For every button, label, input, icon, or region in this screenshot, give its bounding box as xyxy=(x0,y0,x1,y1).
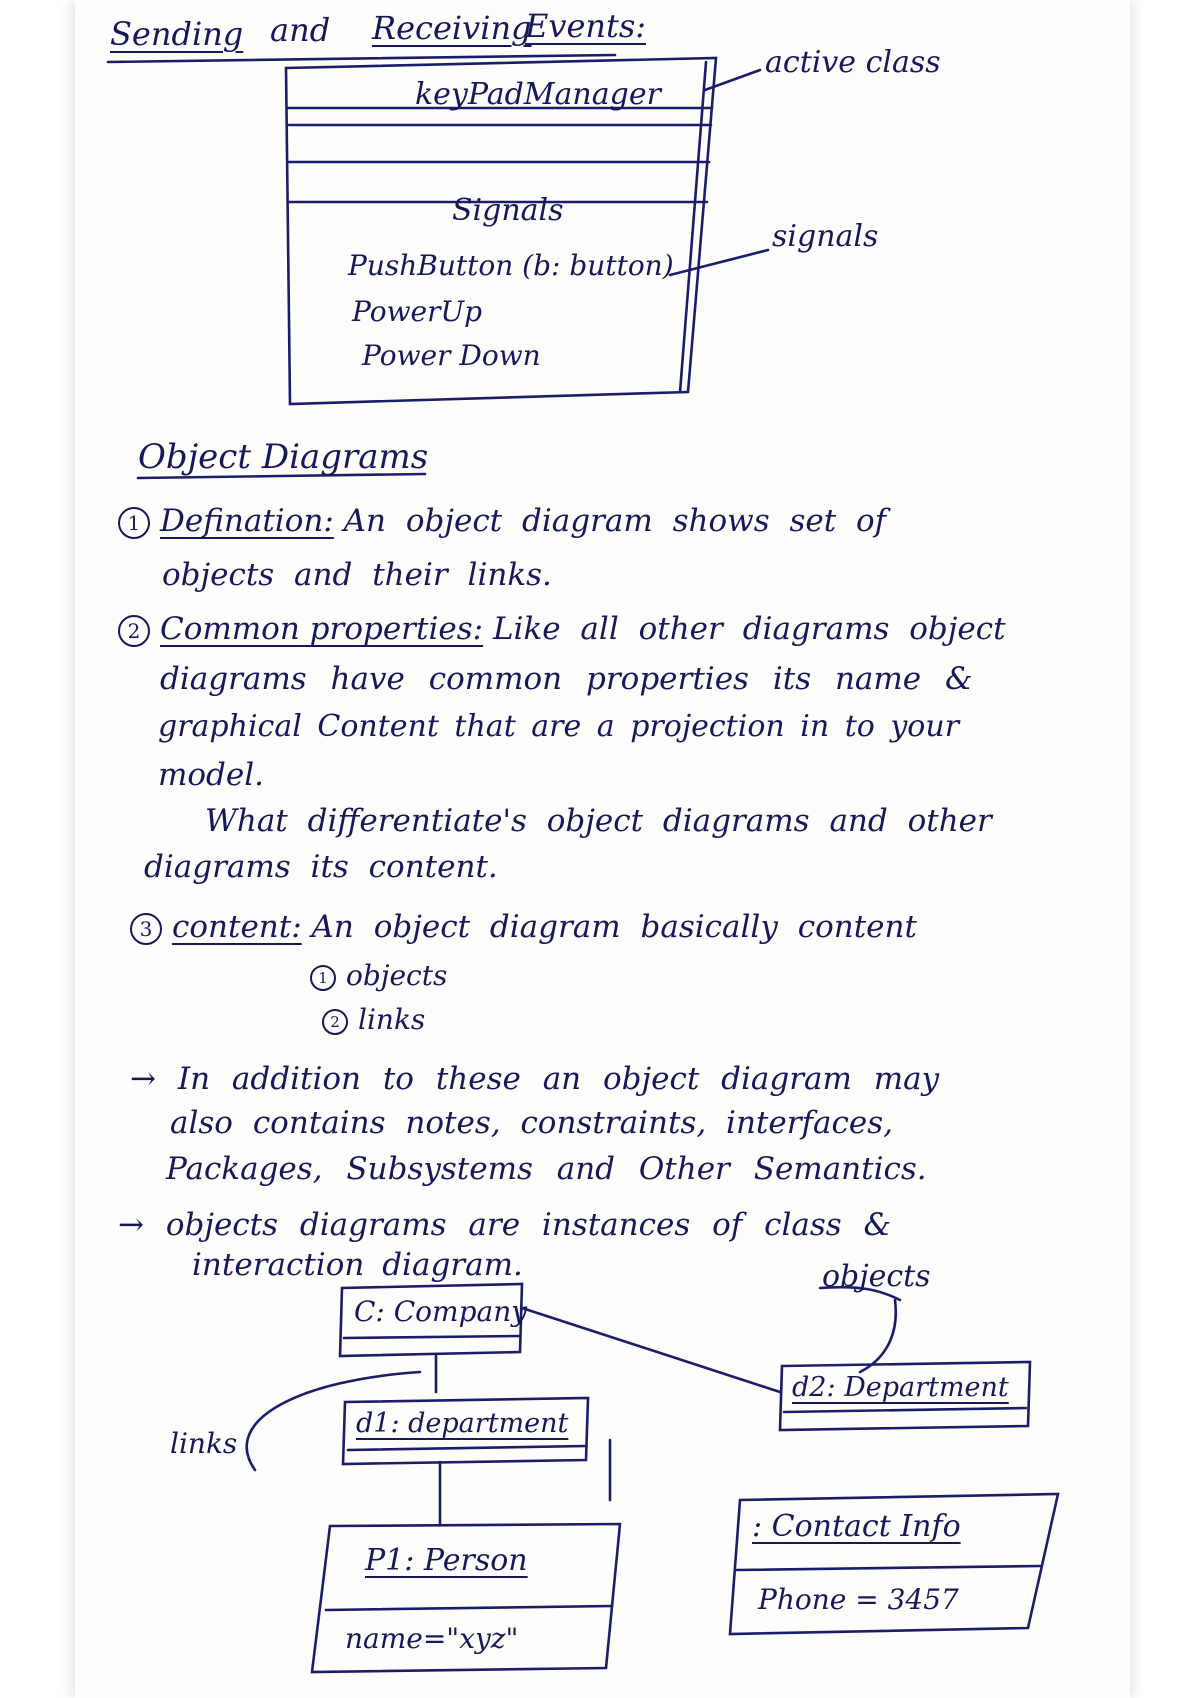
addition-text-1: In addition to these an object diagram may xyxy=(177,1061,940,1097)
d2-object-name: d2: Department xyxy=(792,1372,1009,1403)
content-item-2-number: 2 xyxy=(322,1009,348,1035)
common-text-1: Like all other diagrams object xyxy=(492,611,1006,647)
definition-line-2: objects and their links. xyxy=(162,557,552,593)
common-line-3: graphical Content that are a projection in to your xyxy=(158,709,960,744)
common-line-5: What differentiate's object diagrams and other xyxy=(205,803,992,839)
class-name: keyPadManager xyxy=(415,77,661,112)
title-word-3: Receiving xyxy=(372,9,532,47)
annotation-active-class: active class xyxy=(765,45,941,80)
person-attribute: name="xyz" xyxy=(345,1622,519,1655)
definition-line-1 xyxy=(118,503,887,539)
common-label: Common properties: xyxy=(160,611,484,647)
signals-arrow xyxy=(670,250,768,275)
link-company-d2 xyxy=(522,1308,780,1392)
common-line-2: diagrams have common properties its name & xyxy=(160,661,973,697)
common-number: 2 xyxy=(118,615,150,647)
definition-text-1: An object diagram shows set of xyxy=(343,503,887,539)
content-line-1 xyxy=(130,909,917,945)
title-word-2: and xyxy=(270,11,331,49)
content-item-1 xyxy=(310,959,448,992)
addition-line-1 xyxy=(130,1061,940,1097)
person-object-name: P1: Person xyxy=(365,1543,528,1578)
section-heading: Object Diagrams xyxy=(138,437,429,477)
objects-label: objects xyxy=(822,1259,931,1294)
title-word-1: Sending xyxy=(110,15,244,53)
addition-line-3: Packages, Subsystems and Other Semantics. xyxy=(166,1151,927,1187)
contact-box-divider xyxy=(736,1566,1040,1570)
company-object-name: C: Company xyxy=(354,1295,528,1328)
addition-line-2: also contains notes, constraints, interfaces, xyxy=(170,1105,893,1141)
d1-box-divider xyxy=(348,1446,586,1450)
company-box-divider xyxy=(344,1336,520,1338)
definition-number: 1 xyxy=(118,507,150,539)
addition-arrow: → xyxy=(130,1061,156,1097)
common-line-1 xyxy=(118,611,1006,647)
content-text-1: An object diagram basically content xyxy=(311,909,917,945)
contact-attribute: Phone = 3457 xyxy=(758,1583,959,1616)
signal-item-3: Power Down xyxy=(362,339,541,372)
common-line-6: diagrams its content. xyxy=(144,849,498,885)
content-item-1-text: objects xyxy=(346,959,448,992)
person-box-divider xyxy=(326,1606,612,1610)
instances-line-1 xyxy=(118,1207,892,1243)
annotation-signals: signals xyxy=(772,219,879,254)
objects-arrow-2 xyxy=(860,1300,896,1372)
content-item-2-text: links xyxy=(358,1003,426,1036)
instances-line-2: interaction diagram. xyxy=(192,1247,523,1283)
d2-box-divider xyxy=(784,1408,1026,1412)
instances-arrow: → xyxy=(118,1207,144,1243)
contact-object-name: : Contact Info xyxy=(752,1509,961,1544)
common-line-4: model. xyxy=(158,757,265,793)
d1-object-name: d1: department xyxy=(356,1408,569,1439)
title-word-4: Events: xyxy=(525,7,647,45)
signals-compartment-label: Signals xyxy=(452,193,564,228)
content-number: 3 xyxy=(130,913,162,945)
signal-item-2: PowerUp xyxy=(352,295,483,328)
content-item-2 xyxy=(322,1003,426,1036)
definition-label: Defination: xyxy=(160,503,334,539)
signal-item-1: PushButton (b: button) xyxy=(348,249,674,282)
links-label: links xyxy=(170,1427,238,1460)
instances-text-1: objects diagrams are instances of class & xyxy=(165,1207,892,1243)
content-item-1-number: 1 xyxy=(310,965,336,991)
content-label: content: xyxy=(172,909,302,945)
